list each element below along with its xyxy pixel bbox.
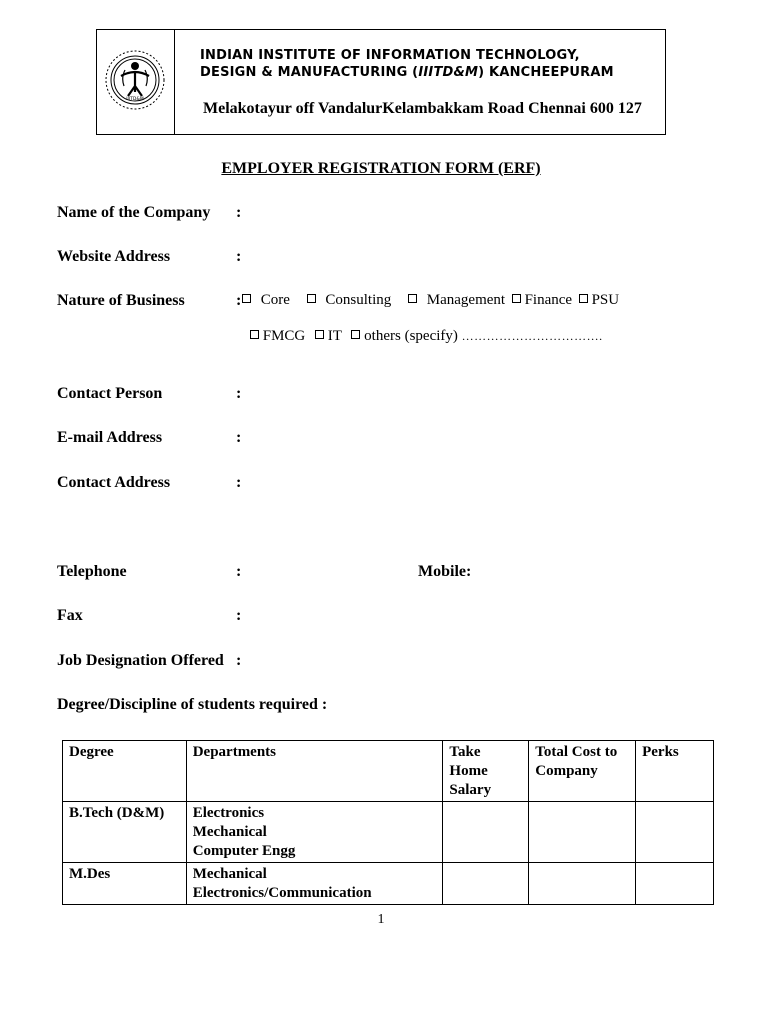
header-total-cost: Total Cost to Company xyxy=(529,741,636,802)
cell-degree: M.Des xyxy=(63,863,187,905)
cell-degree: B.Tech (D&M) xyxy=(63,802,187,863)
option-management: Management xyxy=(426,292,506,308)
cell-take-home-salary[interactable] xyxy=(443,802,529,863)
department-item: Electronics xyxy=(192,805,265,821)
department-item: Mechanical xyxy=(192,824,267,840)
cell-perks[interactable] xyxy=(636,863,714,905)
checkbox-psu[interactable] xyxy=(579,294,588,303)
checkbox-finance[interactable] xyxy=(512,294,521,303)
label-contact-address: Contact Address xyxy=(57,474,171,491)
others-specify-dots: ……………………………. xyxy=(461,329,603,343)
label-fax: Fax xyxy=(57,607,83,624)
table-row xyxy=(63,863,714,905)
colon-nature: : xyxy=(236,292,242,309)
cell-take-home-salary[interactable] xyxy=(443,863,529,905)
colon-contact-address: : xyxy=(236,474,242,491)
checkbox-it[interactable] xyxy=(315,330,324,339)
colon-website: : xyxy=(236,248,242,265)
checkbox-consulting[interactable] xyxy=(307,294,316,303)
label-job-designation: Job Designation Offered xyxy=(57,652,224,669)
option-it: IT xyxy=(327,328,342,344)
table-header-row xyxy=(63,741,714,802)
cell-departments xyxy=(186,863,443,905)
colon-job-designation: : xyxy=(236,652,242,669)
colon-fax: : xyxy=(236,607,242,624)
header-degree: Degree xyxy=(63,741,187,802)
logo-cell xyxy=(97,30,175,134)
degree-table xyxy=(62,740,714,905)
label-mobile: Mobile: xyxy=(418,563,472,580)
institute-name-line1: INDIAN INSTITUTE OF INFORMATION TECHNOLOGY, xyxy=(200,48,580,63)
option-fmcg: FMCG xyxy=(262,328,306,344)
label-telephone: Telephone xyxy=(57,563,127,580)
page-number: 1 xyxy=(377,912,385,927)
checkbox-management[interactable] xyxy=(408,294,417,303)
institute-name-line2 xyxy=(200,65,614,80)
checkbox-fmcg[interactable] xyxy=(250,330,259,339)
logo-text: IIITD&M xyxy=(126,97,144,102)
header-departments: Departments xyxy=(186,741,443,802)
colon-email: : xyxy=(236,429,242,446)
business-options-line2 xyxy=(250,328,603,345)
label-website: Website Address xyxy=(57,248,171,265)
option-finance: Finance xyxy=(524,292,573,308)
option-consulting: Consulting xyxy=(325,292,392,308)
header-perks: Perks xyxy=(636,741,714,802)
business-options-line1 xyxy=(242,292,619,309)
option-psu: PSU xyxy=(591,292,620,308)
cell-total-cost[interactable] xyxy=(529,802,636,863)
label-email: E-mail Address xyxy=(57,429,163,446)
cell-departments xyxy=(186,802,443,863)
institute-header xyxy=(96,29,666,135)
cell-perks[interactable] xyxy=(636,802,714,863)
colon-contact-person: : xyxy=(236,385,242,402)
option-core: Core xyxy=(260,292,290,308)
colon-company: : xyxy=(236,204,242,221)
form-title: EMPLOYER REGISTRATION FORM (ERF) xyxy=(221,160,541,177)
option-others: others (specify) xyxy=(364,328,458,344)
cell-total-cost[interactable] xyxy=(529,863,636,905)
header-take-home-salary: Take Home Salary xyxy=(443,741,529,802)
label-company-name: Name of the Company xyxy=(57,204,211,221)
department-item: Computer Engg xyxy=(192,843,296,859)
label-degree-required: Degree/Discipline of students required : xyxy=(57,696,328,713)
institute-abbr: IIITD&M xyxy=(418,65,479,80)
department-item: Mechanical xyxy=(192,866,267,882)
institute-line2-prefix: DESIGN & MANUFACTURING ( xyxy=(200,65,419,80)
label-nature-of-business: Nature of Business xyxy=(57,292,185,309)
institute-logo xyxy=(97,30,174,134)
institute-address: Melakotayur off VandalurKelambakkam Road Chennai 600 127 xyxy=(203,100,642,117)
checkbox-others[interactable] xyxy=(351,330,360,339)
institute-line2-suffix: ) KANCHEEPURAM xyxy=(478,65,614,80)
label-contact-person: Contact Person xyxy=(57,385,163,402)
checkbox-core[interactable] xyxy=(242,294,251,303)
colon-telephone: : xyxy=(236,563,242,580)
department-item: Electronics/Communication xyxy=(192,885,372,901)
table-row xyxy=(63,802,714,863)
